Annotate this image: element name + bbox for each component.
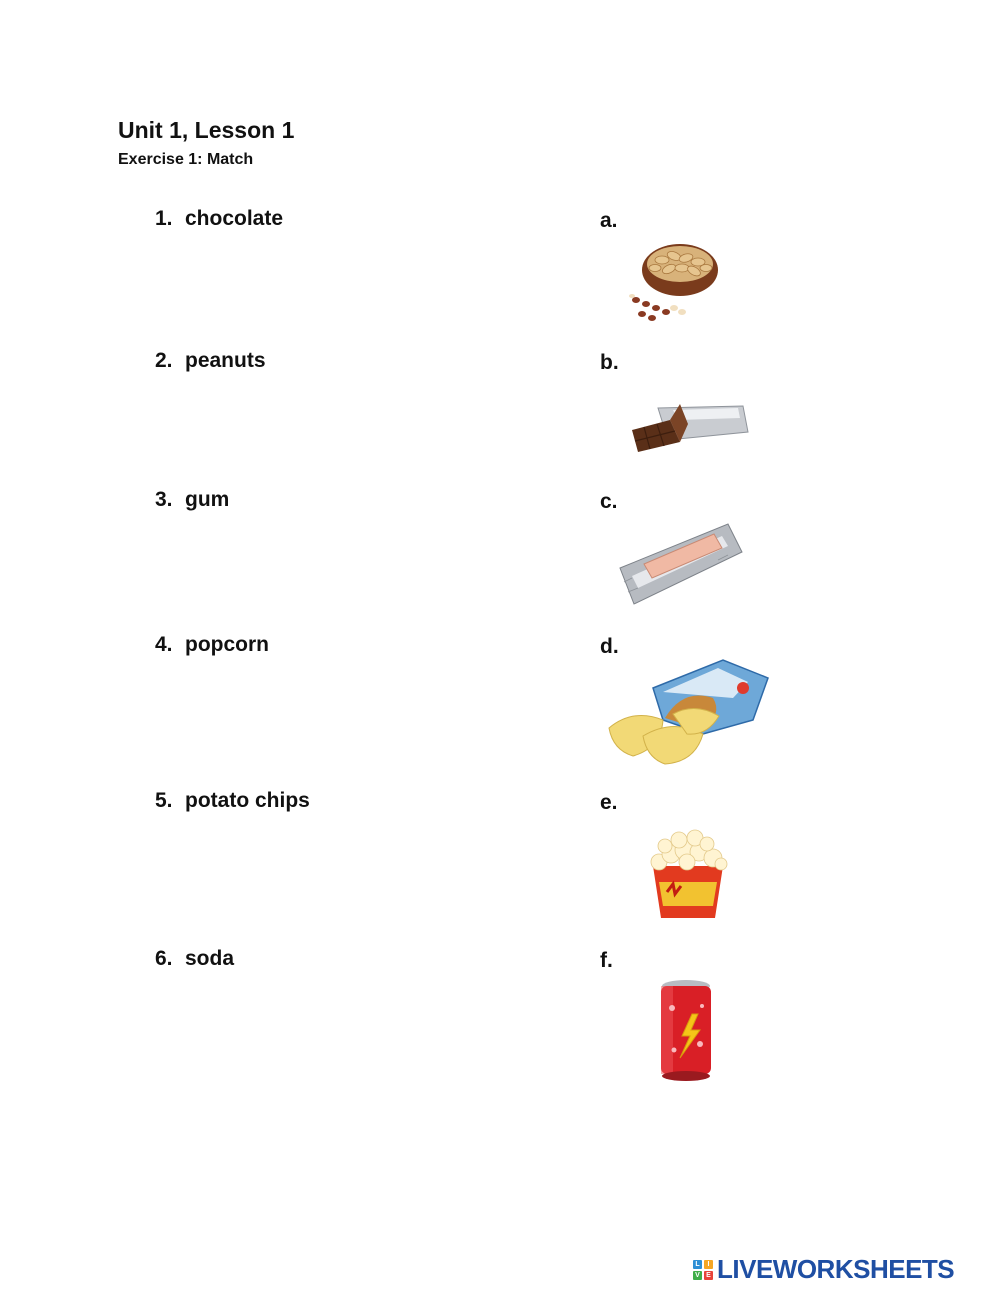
potato-chips-bag-image xyxy=(603,658,773,770)
word-number: 1. xyxy=(155,207,173,230)
popcorn-bucket-image xyxy=(645,826,730,921)
word-text: potato chips xyxy=(185,789,310,812)
word-text: chocolate xyxy=(185,207,284,230)
word-item xyxy=(155,789,310,813)
word-item xyxy=(155,488,229,512)
word-number: 6. xyxy=(155,947,173,970)
word-text: popcorn xyxy=(185,633,269,656)
word-item xyxy=(155,207,283,231)
exercise-subtitle: Exercise 1: Match xyxy=(118,151,254,168)
option-letter: a. xyxy=(600,209,618,232)
chocolate-bar-image xyxy=(628,398,753,458)
liveworksheets-logo xyxy=(693,1254,954,1285)
word-text: soda xyxy=(185,947,235,970)
option-letter: f. xyxy=(600,949,613,972)
gum-stick-image xyxy=(618,520,748,610)
option-letter: b. xyxy=(600,351,619,374)
option-letter: d. xyxy=(600,635,619,658)
word-number: 3. xyxy=(155,488,173,511)
word-text: peanuts xyxy=(185,349,266,372)
liveworksheets-logo-icon: L I V E xyxy=(693,1260,713,1280)
word-item xyxy=(155,633,269,657)
liveworksheets-brand-text: LIVEWORKSHEETS xyxy=(717,1254,955,1284)
option-letter: c. xyxy=(600,490,618,513)
word-item xyxy=(155,947,234,971)
word-number: 2. xyxy=(155,349,173,372)
word-item xyxy=(155,349,266,373)
option-letter: e. xyxy=(600,791,618,814)
page-title: Unit 1, Lesson 1 xyxy=(118,117,295,143)
peanuts-bowl-image xyxy=(622,238,727,328)
word-number: 5. xyxy=(155,789,173,812)
soda-can-image xyxy=(656,978,716,1084)
word-text: gum xyxy=(185,488,230,511)
word-number: 4. xyxy=(155,633,173,656)
